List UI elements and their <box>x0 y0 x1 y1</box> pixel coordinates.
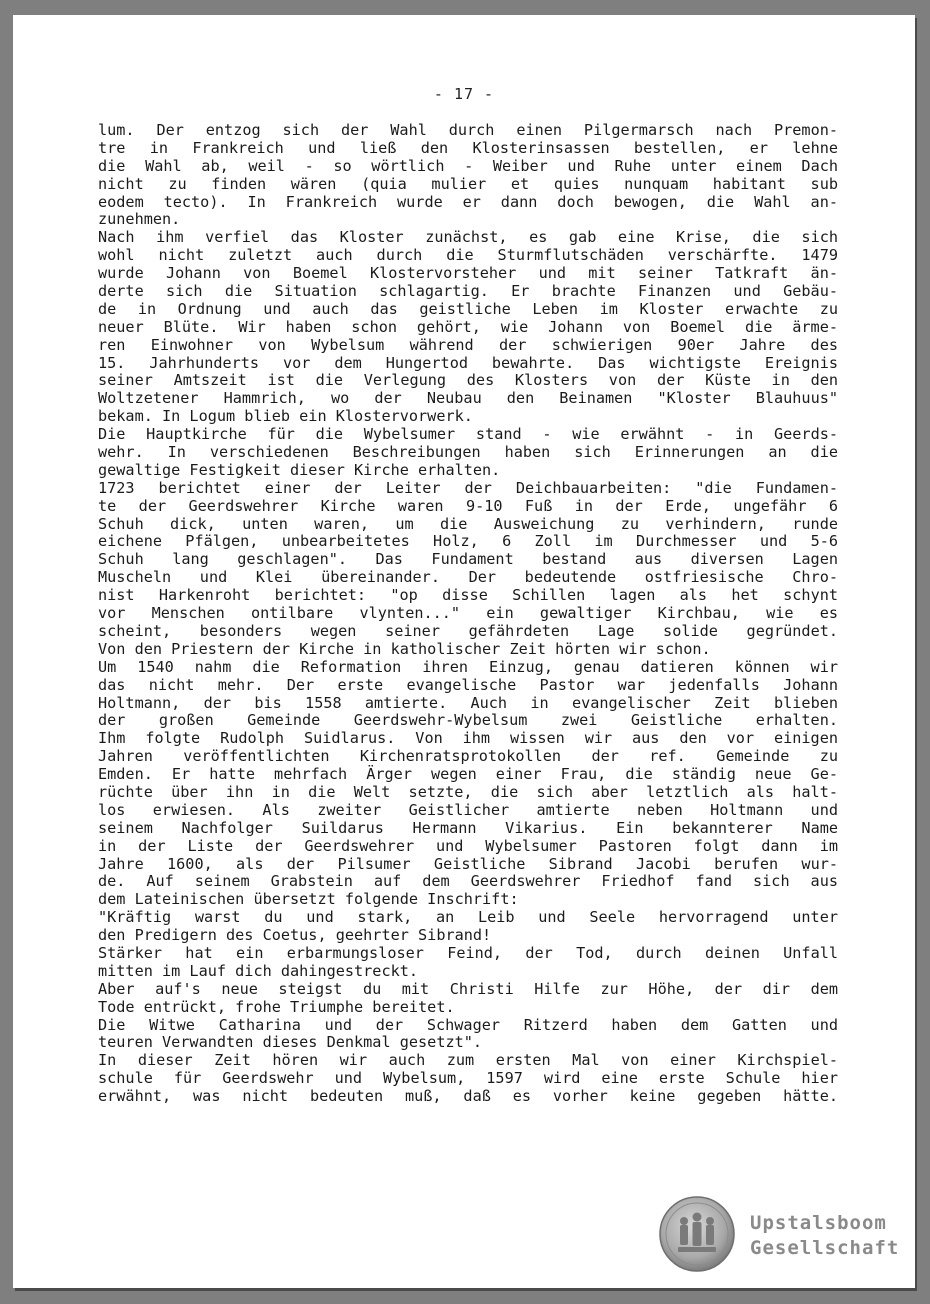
text-line: de. Auf seinem Grabstein auf dem Geerdswehrer Friedhof fand sich aus <box>98 872 838 891</box>
text-line: Holtmann, der bis 1558 amtierte. Auch in evangelischer Zeit blieben <box>98 693 838 712</box>
text-line: vor Menschen ontilbare vlynten..." ein gewaltiger Kirchbau, wie es <box>98 604 838 623</box>
text-line: Emden. Er hatte mehrfach Ärger wegen einer Frau, die ständig neue Ge- <box>98 765 838 784</box>
text-line: los erwiesen. Als zweiter Geistlicher amtierte neben Holtmann und <box>98 800 838 819</box>
text-line: seiner Amtszeit ist die Verlegung des Klosters von der Küste in den <box>98 371 838 390</box>
text-line: te der Geerdswehrer Kirche waren 9-10 Fuß in der Erde, ungefähr 6 <box>98 496 838 515</box>
text-line: die Wahl ab, weil - so wörtlich - Weiber und Ruhe unter einem Dach <box>98 156 838 175</box>
text-line: Muscheln und Klei übereinander. Der bedeutende ostfriesische Chro- <box>98 568 838 587</box>
text-line: In dieser Zeit hören wir auch zum ersten Mal von einer Kirchspiel- <box>98 1051 838 1070</box>
text-line: gewaltige Festigkeit dieser Kirche erhalten. <box>98 460 501 479</box>
text-line: scheint, besonders wegen seiner gefährdeten Lage solide gegründet. <box>98 621 838 640</box>
text-line: seinem Nachfolger Suildarus Hermann Vikarius. Ein bekannterer Name <box>98 818 838 837</box>
text-line: 1723 berichtet einer der Leiter der Deichbauarbeiten: "die Fundamen- <box>98 478 838 497</box>
text-line: rüchte über ihn in die Welt setzte, die sich aber letztlich als halt- <box>98 782 838 801</box>
text-line: in der Liste der Geerdswehrer und Wybelsumer Pastoren folgt dann im <box>98 836 838 855</box>
text-line: Aber auf's neue steigst du mit Christi Hilfe zur Höhe, der dir dem <box>98 979 838 998</box>
document-page <box>13 15 915 1288</box>
text-line: Um 1540 nahm die Reformation ihren Einzug, genau datieren können wir <box>98 657 838 676</box>
text-line: eichene Pfälgen, unbearbeitetes Holz, 6 Zoll im Durchmesser und 5-6 <box>98 532 838 551</box>
text-line: eodem tecto). In Frankreich wurde er dann doch bewogen, die Wahl an- <box>98 192 838 211</box>
brand-line-2: Gesellschaft <box>750 1237 900 1259</box>
text-line: Tode entrückt, frohe Triumphe bereitet. <box>98 997 455 1016</box>
text-line: den Predigern des Coetus, geehrter Sibrand! <box>98 926 492 945</box>
text-line: Jahre 1600, als der Pilsumer Geistliche Sibrand Jacobi berufen wur- <box>98 854 838 873</box>
text-line: Woltzetener Hammrich, wo der Neubau den Beinamen "Kloster Blauhuus" <box>98 389 838 408</box>
text-line: teuren Verwandten dieses Denkmal gesetzt". <box>98 1033 483 1052</box>
text-line: Stärker hat ein erbarmungsloser Feind, der Tod, durch deinen Unfall <box>98 943 838 962</box>
text-line: 15. Jahrhunderts vor dem Hungertod bewahrte. Das wichtigste Ereignis <box>98 353 838 372</box>
text-line: mitten im Lauf dich dahingestreckt. <box>98 961 419 980</box>
text-line: lum. Der entzog sich der Wahl durch einen Pilgermarsch nach Premon- <box>98 121 838 139</box>
text-line: nicht zu finden wären (quia mulier et quies nunquam habitant sub <box>98 174 838 193</box>
brand-logo <box>750 1211 899 1261</box>
text-line: zunehmen. <box>98 210 181 229</box>
text-line: de in Ordnung und auch das geistliche Leben im Kloster erwachte zu <box>98 299 838 318</box>
text-line: schule für Geerdswehr und Wybelsum, 1597 wird eine erste Schule hier <box>98 1069 838 1088</box>
seal-icon <box>658 1195 736 1273</box>
text-line: Schuh lang geschlagen". Das Fundament bestand aus diversen Lagen <box>98 550 838 569</box>
text-line: wurde Johann von Boemel Klostervorsteher und mit seiner Tatkraft än- <box>98 264 838 283</box>
text-line: das nicht mehr. Der erste evangelische Pastor war jedenfalls Johann <box>98 675 838 694</box>
text-line: ren Einwohner von Wybelsum während der schwierigen 90er Jahre des <box>98 335 838 354</box>
brand-line-1: Upstalsboom <box>750 1212 887 1234</box>
text-line: der großen Gemeinde Geerdswehr-Wybelsum zwei Geistliche erhalten. <box>98 711 838 730</box>
body-text <box>98 122 838 1106</box>
text-line: Nach ihm verfiel das Kloster zunächst, es gab eine Krise, die sich <box>98 228 838 247</box>
text-line: nist Harkenroht berichtet: "op disse Schillen lagen als het schynt <box>98 586 838 605</box>
text-line: wehr. In verschiedenen Beschreibungen haben sich Erinnerungen an die <box>98 443 838 462</box>
text-line: Jahren veröffentlichten Kirchenratsprotokollen der ref. Gemeinde zu <box>98 747 838 766</box>
text-line: Ihm folgte Rudolph Suidlarus. Von ihm wissen wir aus den vor einigen <box>98 729 838 748</box>
text-line: Die Hauptkirche für die Wybelsumer stand - wie erwähnt - in Geerds- <box>98 425 838 444</box>
text-line: "Kräftig warst du und stark, an Leib und Seele hervorragend unter <box>98 908 838 927</box>
text-line: Von den Priestern der Kirche in katholischer Zeit hörten wir schon. <box>98 639 711 658</box>
text-line: Schuh dick, unten waren, um die Ausweichung zu verhindern, runde <box>98 514 838 533</box>
text-line: dem Lateinischen übersetzt folgende Inschrift: <box>98 890 519 909</box>
text-line: bekam. In Logum blieb ein Klostervorwerk. <box>98 407 473 426</box>
text-line: tre in Frankreich und ließ den Klosterinsassen bestellen, er lehne <box>98 138 838 157</box>
page-number: - 17 - <box>433 85 495 103</box>
text-line: erwähnt, was nicht bedeuten muß, daß es vorher keine gegeben hätte. <box>98 1087 838 1106</box>
text-line: Die Witwe Catharina und der Schwager Ritzerd haben dem Gatten und <box>98 1015 838 1034</box>
text-line: derte sich die Situation schlagartig. Er brachte Finanzen und Gebäu- <box>98 282 838 301</box>
text-line: wohl nicht zuletzt auch durch die Sturmflutschäden verschärfte. 1479 <box>98 246 838 265</box>
text-line: neuer Blüte. Wir haben schon gehört, wie Johann von Boemel die ärme- <box>98 317 838 336</box>
